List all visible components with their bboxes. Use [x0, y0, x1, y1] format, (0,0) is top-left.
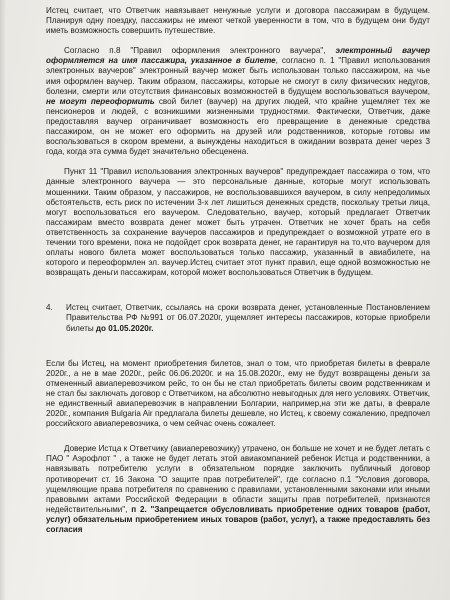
p2-text-c: , согласно п. 1 "Правил использования электронных ваучеров" электронный ваучер может быть использован только пассажиром, на чье имя оформлен ваучер. Таким образом, пассажиры, которые не смогут в силу физических недугов, болезни, смерти или отсутствия финансовых возможностей в будущем воспользоваться ваучером, [46, 56, 430, 96]
paragraph-3: Пункт 11 "Правил использования электронных ваучеров" предупреждает пассажира о том, что данные электронного ваучера — это персональные данные, которые могут использовать мошенники. Таким образом, у пассажиров, не воспользовавшихся ваучером, в силу непредолимых обстоятельств, есть риск по истечении 3-х лет лишиться денежных средств, поскольку третьи лица, могут воспользоваться его ваучером. Следовательно, ваучер, который предлагает Ответчик пассажирам вместо возврата денег может быть утрачен. Ответчик не хочет брать на себя ответственность за сохранение ваучеров пассажиров и предупреждает о возможной утрате его в течении того времени, пока не подойдет срок возврата денег, не гарантируя на то,что ваучером для оплаты нового билета может воспользоваться только пассажир, указанный в авиабилете, на которого и переоформлен эл. ваучер.Истец считает этот пункт правил, еще одной возможностью не возвращать деньги пассажирам, которой может воспользоваться Ответчик в будущем. [46, 167, 430, 278]
paragraph-4 [46, 303, 430, 333]
paragraph-6 [46, 444, 430, 535]
paragraph-5: Если бы Истец, на момент приобретения билетов, знал о том, что приобретая билеты в феврале 2020г., а не в мае 2020г., рейс 06.06.2020г. и на 15.08.2020г., ему не будут возвращены деньги за отмененный авиаперевозчиком рейс, то он бы не стал приобретать билеты своим родственникам и не стал бы заключать договор с Ответчиком, на абсолютно невыгодных для него условиях. Ответчик, не единственный авиаперевозчик в направлении Болгарии, например,на эти же даты, в феврале 2020г., компания Bulgaria Air предлагала билеты дешевле, но Истец, к своему сожалению, предпочел российского авиаперевозчика, о чем сейчас очень сожалеет. [46, 358, 430, 429]
paragraph-1: Истец считает, что Ответчик навязывает ненужные услуги и договора пассажирам в будущем. Планируя одну поездку, пассажиры не имеют четкой уверенности в том, что в будущем они будут иметь возможность совершить путешествие. [46, 6, 430, 36]
p2-emphasis-cannot-transfer: не могут переоформить [46, 96, 155, 106]
list-number: 4. [46, 303, 53, 313]
document-body [46, 6, 430, 535]
paragraph-2 [46, 46, 430, 157]
p2-text-e: свой билет (ваучер) на других людей, что крайне ущемляет тех же пенсионеров и людей, с возникшими жизненными трудностями. Фактически, Ответчик, даже предоставляя ваучер ограничивает возможность его превращение в денежные средства пассажиром, он не может его оформить на друзей или родственников, которые готовы им воспользоваться в скором времени, а вынуждены находиться в ожидании возврата денег через 3 года, когда эта сумма будет значительно обесценена. [46, 96, 430, 157]
p6-law-quote: п 2. "Запрещается обусловливать приобретение одних товаров (работ, услуг) обязательным приобретением иных товаров (работ, услуг), а также предоставлять без согласия [46, 504, 430, 535]
page-shadow [0, 0, 6, 600]
p4-text-a: Истец считает, Ответчик, ссылаясь на сроки возврата денег, установленные Постановлением Правительства РФ №991 от 06.07.2020г, ущемляет интересы пассажиров, которые приобрели билеты [66, 303, 430, 333]
p2-text-a: Согласно п.8 "Правил оформления электронного ваучера", [64, 46, 336, 56]
p4-date-emphasis: до 01.05.2020г. [95, 323, 154, 333]
p6-text-a: Доверие Истца к Ответчику (авиаперевозчику) утрачено, он больше не хочет и не будет летать с ПАО " Аэрофлот " , а также не будет летать этой авиакомпанией ребенок Истца и родственники, а навязывать потребителю услуги в обязательном порядке заключить публичный договор противоречит ст. 16 Закона "О защите прав потребителей", где согласно п.1 "Условия договора, ущемляющие права потребителя по сравнению с правилами, установленными законами или иными правовыми актами Российской Федерации в области защиты прав потребителей, признаются недействительными", [46, 444, 430, 514]
p2-emphasis-voucher: электронный ваучер оформляется на имя пассажира, указанное в билете [46, 46, 431, 66]
